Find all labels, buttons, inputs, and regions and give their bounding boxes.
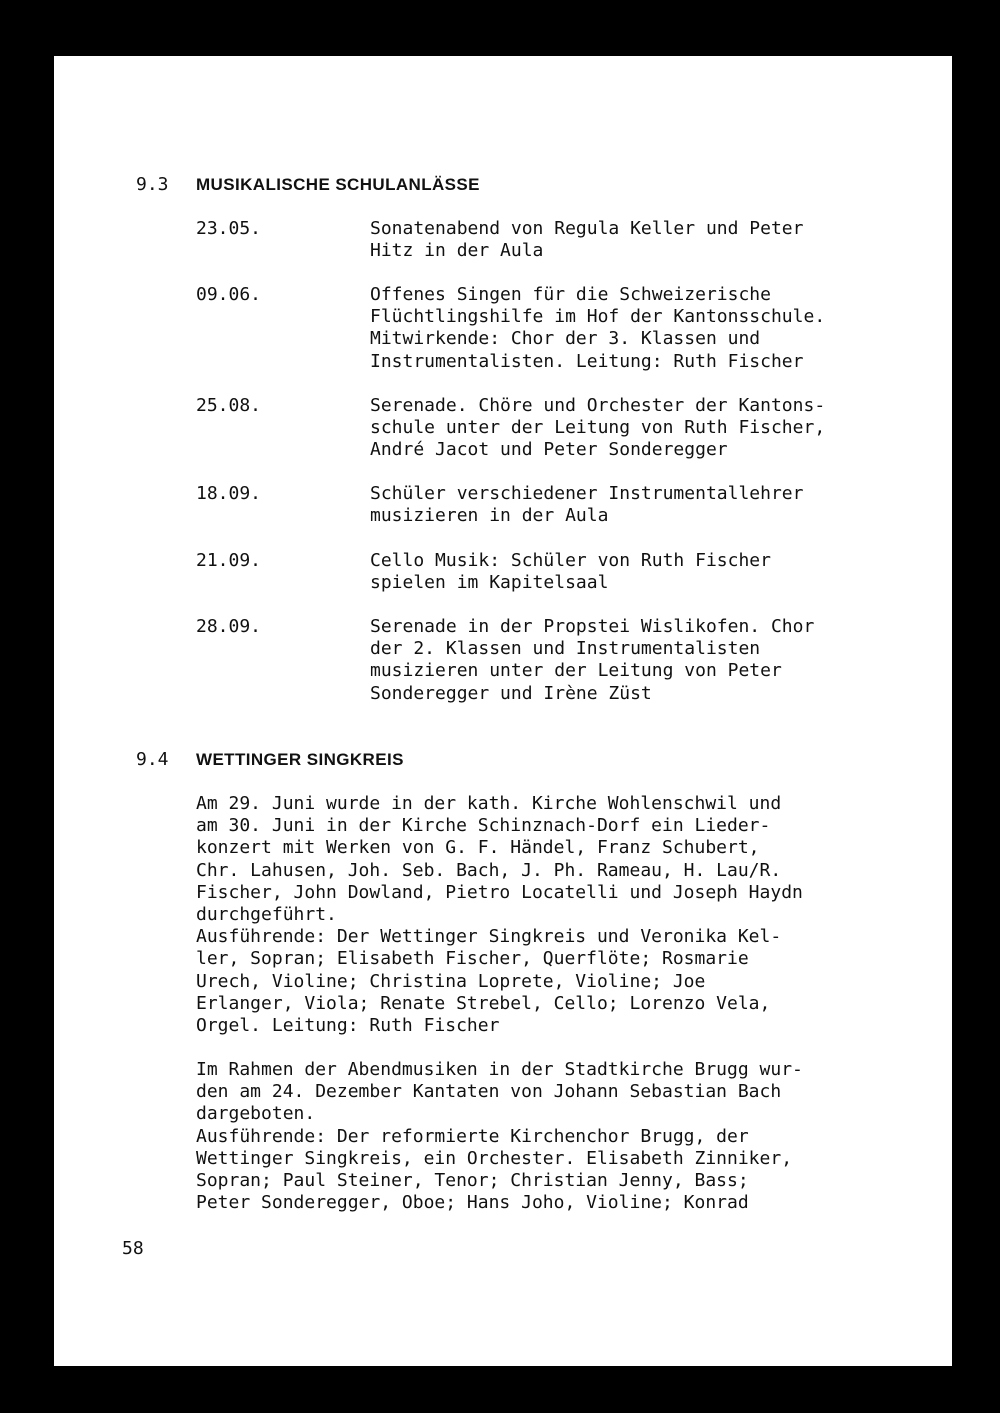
event-description: Cello Musik: Schüler von Ruth Fischer spielen im Kapitelsaal [370, 550, 771, 594]
section-title: MUSIKALISCHE SCHULANLÄSSE [196, 175, 480, 194]
section-number: 9.3 [136, 174, 169, 195]
event-description: Sonatenabend von Regula Keller und Peter Hitz in der Aula [370, 218, 804, 262]
event-description: Serenade. Chöre und Orchester der Kantons- schule unter der Leitung von Ruth Fischer, André Jacot und Peter Sonderegger [370, 395, 826, 461]
document-page [54, 56, 952, 1366]
section-number: 9.4 [136, 749, 169, 770]
page-number: 58 [122, 1238, 144, 1259]
event-description: Serenade in der Propstei Wislikofen. Chor der 2. Klassen und Instrumentalisten musizieren unter der Leitung von Peter Sonderegger und Irène Züst [370, 616, 815, 704]
event-date: 28.09. [196, 616, 262, 637]
event-date: 21.09. [196, 550, 262, 571]
body-paragraph: Am 29. Juni wurde in der kath. Kirche Wohlenschwil und am 30. Juni in der Kirche Schinznach-Dorf ein Lieder- konzert mit Werken von G. F. Händel, Franz Schubert, Chr. Lahusen, Joh. Seb. Bach, J. Ph. Rameau, H. Lau/R. Fischer, John Dowland, Pietro Locatelli und Joseph Haydn durchgeführt. Ausführende: Der Wettinger Singkreis und Veronika Kel- ler, Sopran; Elisabeth Fischer, Querflöte; Rosmarie Urech, Violine; Christina Loprete, Violine; Joe Erlanger, Viola; Renate Strebel, Cello; Lorenzo Vela, Orgel. Leitung: Ruth Fischer [196, 793, 803, 1037]
body-paragraph: Im Rahmen der Abendmusiken in der Stadtkirche Brugg wur- den am 24. Dezember Kantaten von Johann Sebastian Bach dargeboten. Ausführende: Der reformierte Kirchenchor Brugg, der Wettinger Singkreis, ein Orchester. Elisabeth Zinniker, Sopran; Paul Steiner, Tenor; Christian Jenny, Bass; Peter Sonderegger, Oboe; Hans Joho, Violine; Konrad [196, 1059, 803, 1214]
event-description: Offenes Singen für die Schweizerische Flüchtlingshilfe im Hof der Kantonsschule. Mitwirkende: Chor der 3. Klassen und Instrumentalisten. Leitung: Ruth Fischer [370, 284, 826, 372]
event-date: 25.08. [196, 395, 262, 416]
event-date: 09.06. [196, 284, 262, 305]
event-date: 23.05. [196, 218, 262, 239]
event-description: Schüler verschiedener Instrumentallehrer musizieren in der Aula [370, 483, 804, 527]
event-date: 18.09. [196, 483, 262, 504]
section-title: WETTINGER SINGKREIS [196, 750, 404, 769]
